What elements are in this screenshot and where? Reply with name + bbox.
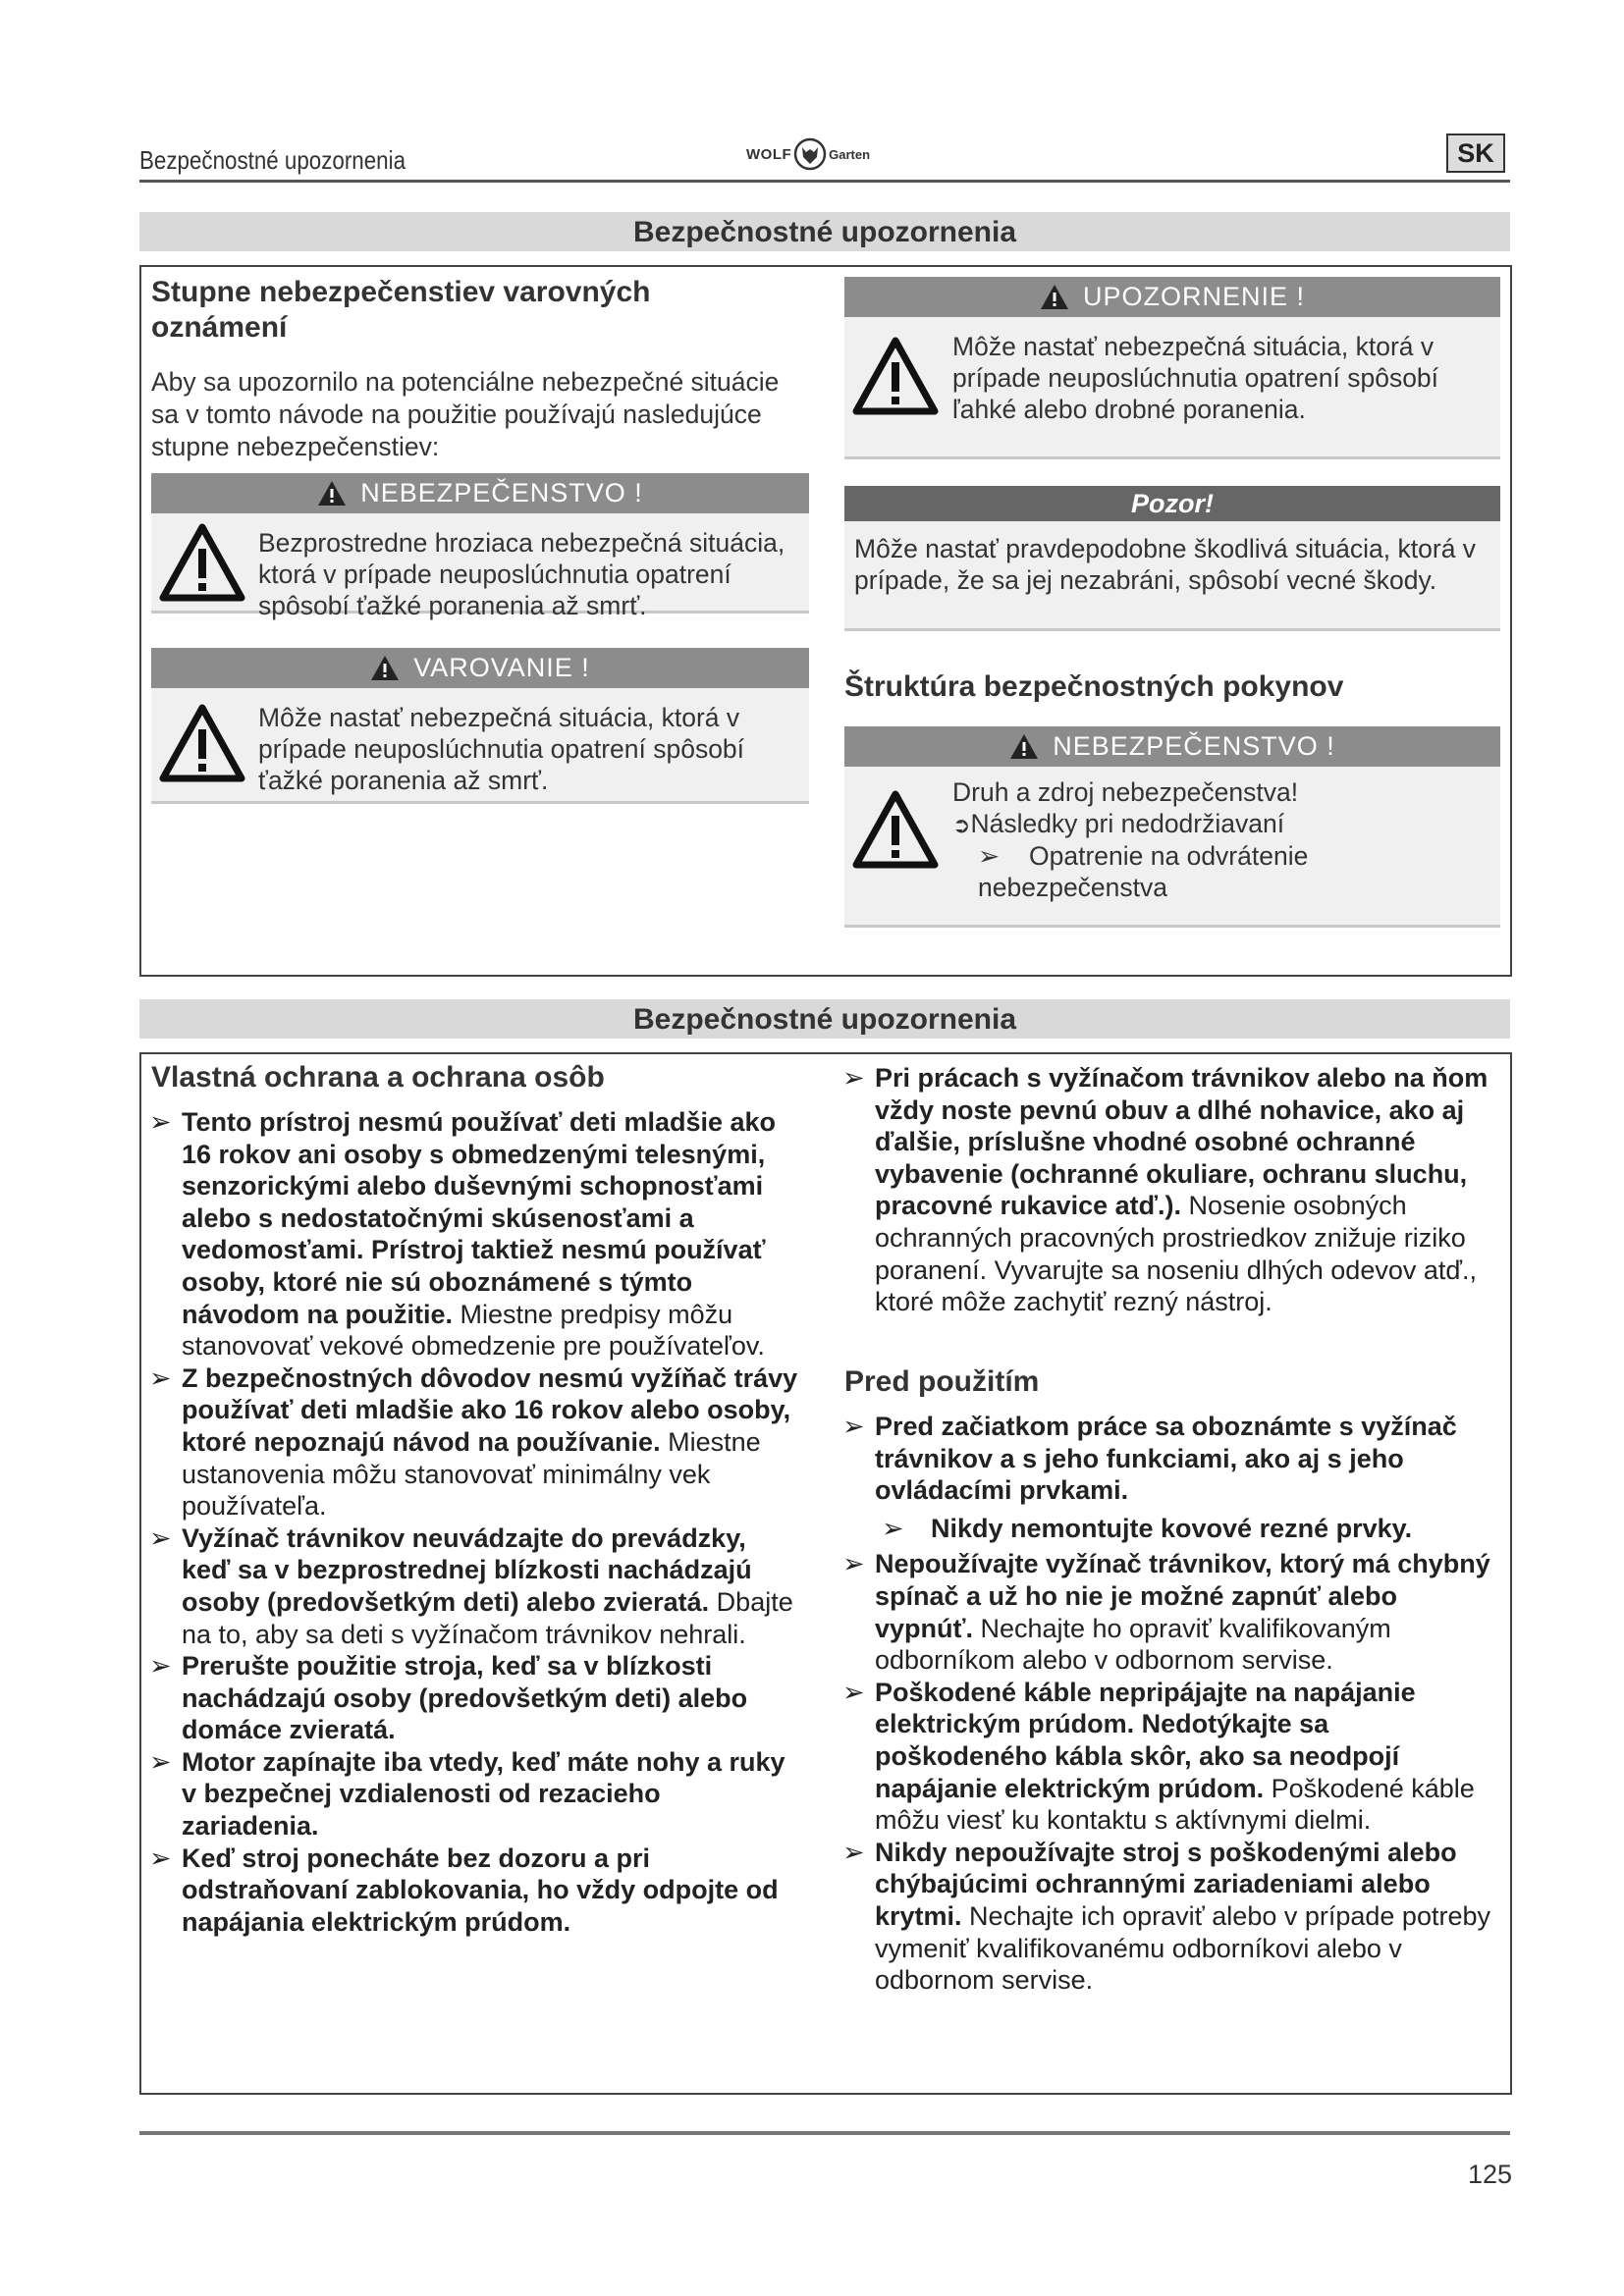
chevron-bullet-icon: ➢: [842, 1412, 865, 1441]
hazard-levels-heading: Stupne nebezpečenstiev varovných oznámení: [151, 276, 651, 344]
header-title: Bezpečnostné upozornenia: [139, 145, 406, 175]
instruction-item: [842, 1548, 1500, 1676]
chevron-bullet-icon: ➢: [842, 1063, 865, 1093]
caution-text: Môže nastať nebezpečná situácia, ktorá v prípade neuposlúchnutia opatrení spôsobí ľahké alebo drobné poranenia.: [952, 332, 1439, 424]
danger-box: [151, 473, 809, 620]
hazard-levels-intro: Aby sa upozornilo na potenciálne nebezpečné situácie sa v tomto návode na použitie používajú nasledujúce stupne nebezpečenstiev:: [151, 367, 780, 461]
chevron-bullet-icon: ➢: [842, 1549, 865, 1579]
instruction-normal-text: Miestne predpisy môžu stanovovať vekové obmedzenie pre používateľov.: [182, 1299, 765, 1362]
structure-line-1: Druh a zdroj nebezpečenstva!: [952, 777, 1299, 807]
logo-text-left: WOLF: [746, 145, 792, 163]
instruction-bold-text: Nepoužívajte vyžínač trávnikov, ktorý má chybný spínač a už ho nie je možné zapnúť alebo vypnúť.: [875, 1549, 1490, 1643]
warning-bar: [151, 648, 809, 688]
brand-logo: [746, 133, 903, 175]
notice-text: Môže nastať pravdepodobne škodlivá situácia, ktorá v prípade, že sa jej nezabráni, spôsobí vecné škody.: [854, 534, 1477, 595]
instruction-normal-text: Poškodené káble môžu viesť ku kontaktu s aktívnymi dielmi.: [875, 1773, 1475, 1836]
language-badge: SK: [1446, 133, 1505, 173]
instruction-sub-text: Nikdy nemontujte kovové rezné prvky.: [931, 1513, 1413, 1543]
wolf-head-icon: [793, 137, 827, 171]
warning-triangle-icon: [159, 704, 245, 782]
instruction-normal-text: Miestne ustanovenia môžu stanovovať minimálny vek používateľa.: [182, 1426, 761, 1522]
footer-divider: [139, 2131, 1510, 2135]
structure-bar: [844, 726, 1500, 767]
chevron-bullet-icon: ➢: [149, 1842, 172, 1873]
arrow-right-circle-icon: ➲: [952, 813, 971, 837]
chevron-bullet-icon: ➢: [978, 841, 1001, 871]
instruction-bold-text: Motor zapínajte iba vtedy, keď máte nohy a ruky v bezpečnej vzdialenosti od rezacieho zariadenia.: [182, 1746, 785, 1842]
warning-triangle-icon: [852, 337, 939, 415]
instruction-item: [842, 1062, 1500, 1318]
structure-label: NEBEZPEČENSTVO !: [1053, 731, 1335, 761]
right-instruction-list: [842, 1411, 1500, 1997]
instruction-normal-text: Nosenie osobných ochranných pracovných prostriedkov znižuje riziko poranení. Vyvarujte sa noseniu dlhých odevov atď., ktoré môže zachytiť rezný nástroj.: [875, 1191, 1477, 1317]
instruction-item: [149, 1842, 801, 1939]
before-use-heading: Pred použitím: [844, 1365, 1040, 1398]
instruction-bold-text: Pred začiatkom práce sa oboznámte s vyžínač trávnikov a s jeho funkciami, ako aj s jeho ovládacími prvkami.: [875, 1412, 1457, 1506]
instruction-item: [149, 1650, 801, 1746]
warning-triangle-icon: [317, 480, 347, 507]
instruction-sub-item: [842, 1513, 1500, 1545]
warning-triangle-icon: [159, 523, 245, 602]
instruction-item: [842, 1837, 1500, 1997]
instruction-bold-text: Nikdy nepoužívajte stroj s poškodenými alebo chýbajúcimi ochrannými zariadeniami alebo krytmi.: [875, 1837, 1457, 1931]
instruction-bold-text: Pri prácach s vyžínačom trávnikov alebo na ňom vždy noste pevnú obuv a dlhé nohavice, ako aj ďalšie, príslušne vhodné osobné ochranné vybavenie (ochranné okuliare, ochranu sluchu, pracovné rukavice atď.).: [875, 1063, 1489, 1221]
instruction-bold-text: Tento prístroj nesmú používať deti mladšie ako 16 rokov ani osoby s obmedzenými telesnými, senzorickými alebo duševnými schopnosťami alebo s nedostatočnými skúsenosťami a vedomosťami. Prístroj taktiež nesmú používať osoby, ktoré nie sú oboznámené s týmto návodom na použitie.: [182, 1107, 777, 1329]
instruction-item: [149, 1522, 801, 1650]
warning-box: [151, 648, 809, 804]
chevron-bullet-icon: ➢: [149, 1651, 172, 1682]
structure-line-3: ➢ Opatrenie na odvrátenie nebezpečenstva: [978, 841, 1309, 902]
danger-bar: [151, 473, 809, 513]
chevron-bullet-icon: ➢: [842, 1677, 865, 1707]
instruction-bold-text: Z bezpečnostných dôvodov nesmú vyžíňač trávy používať deti mladšie ako 16 rokov alebo osoby, ktoré nepoznajú návod na používanie.: [182, 1362, 798, 1457]
instruction-bold-text: Vyžínač trávnikov neuvádzajte do prevádzky, keď sa v bezprostrednej blízkosti nachádzajú osoby (predovšetkým deti) alebo zvieratá.: [182, 1522, 752, 1617]
right-instruction-list-top: [842, 1062, 1500, 1318]
instruction-bold-text: Poškodené káble nepripájajte na napájanie elektrickým prúdom. Nedotýkajte sa poškodeného kábla skôr, ako sa neodpojí napájanie elektrickým prúdom.: [875, 1677, 1416, 1803]
instruction-item: [842, 1677, 1500, 1837]
section-title-bar: Bezpečnostné upozornenia: [139, 999, 1510, 1039]
structure-line-2: ➲Následky pri nedodržiavaní: [952, 809, 1285, 838]
instruction-bold-text: Keď stroj ponecháte bez dozoru a pri odstraňovaní zablokovania, ho vždy odpojte od napájania elektrickým prúdom.: [182, 1842, 779, 1937]
header-divider: [139, 180, 1510, 183]
notice-bar: Pozor!: [844, 486, 1500, 521]
left-instruction-list: [149, 1106, 801, 1938]
warning-label: VAROVANIE !: [413, 653, 590, 682]
page-number: 125: [1467, 2160, 1512, 2189]
personal-protection-heading: Vlastná ochrana a ochrana osôb: [151, 1061, 605, 1094]
instruction-normal-text: Dbajte na to, aby sa deti s vyžínačom trávnikov nehrali.: [182, 1586, 793, 1649]
instruction-normal-text: Nechajte ich opraviť alebo v prípade potreby vymeniť kvalifikovanému odborníkovi alebo v odbornom servise.: [875, 1900, 1490, 1996]
caution-box: [844, 277, 1500, 459]
instruction-item: [842, 1411, 1500, 1507]
instruction-item: [149, 1746, 801, 1842]
danger-label: NEBEZPEČENSTVO !: [360, 478, 643, 507]
chevron-bullet-icon: ➢: [149, 1746, 172, 1777]
chevron-bullet-icon: ➢: [882, 1513, 904, 1543]
danger-text: Bezprostredne hroziaca nebezpečná situácia, ktorá v prípade neuposlúchnutia opatrení spôsobí ťažké poranenia až smrť.: [258, 528, 785, 620]
caution-label: UPOZORNENIE !: [1082, 282, 1306, 311]
instruction-item: [149, 1362, 801, 1522]
instruction-bold-text: Prerušte použitie stroja, keď sa v blízkosti nachádzajú osoby (predovšetkým deti) alebo domáce zvieratá.: [182, 1651, 748, 1745]
structure-heading: Štruktúra bezpečnostných pokynov: [844, 670, 1344, 703]
chevron-bullet-icon: ➢: [149, 1362, 172, 1393]
logo-text-right: Garten: [829, 146, 871, 162]
warning-triangle-icon: [1009, 733, 1039, 760]
chevron-bullet-icon: ➢: [149, 1107, 172, 1137]
section-title-bar: Bezpečnostné upozornenia: [139, 212, 1510, 251]
chevron-bullet-icon: ➢: [149, 1522, 172, 1553]
warning-triangle-icon: [370, 655, 400, 681]
caution-bar: [844, 277, 1500, 317]
notice-box: [844, 486, 1500, 631]
warning-triangle-icon: [1040, 284, 1069, 310]
warning-triangle-icon: [852, 790, 939, 869]
instruction-item: [149, 1106, 801, 1362]
instruction-normal-text: Nechajte ho opraviť kvalifikovaným odborníkom alebo v odbornom servise.: [875, 1613, 1391, 1676]
structure-box: [844, 726, 1500, 928]
chevron-bullet-icon: ➢: [842, 1837, 865, 1867]
warning-text: Môže nastať nebezpečná situácia, ktorá v prípade neuposlúchnutia opatrení spôsobí ťažké poranenia až smrť.: [258, 703, 745, 795]
